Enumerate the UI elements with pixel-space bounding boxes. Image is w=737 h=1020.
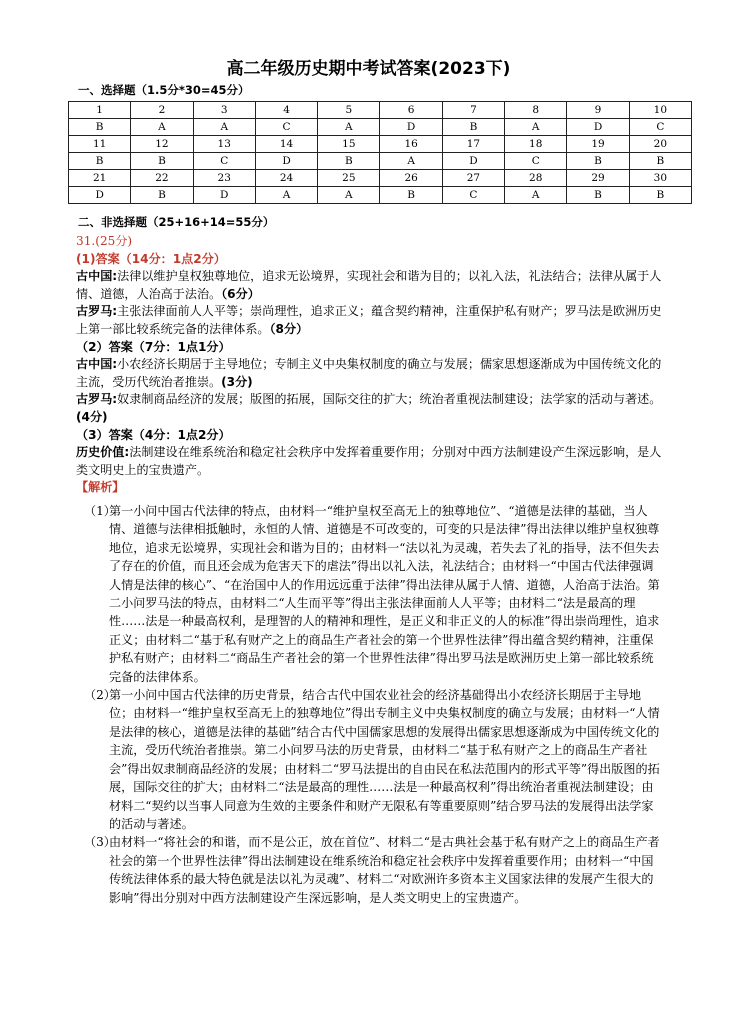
question-number-cell: 30	[629, 170, 691, 187]
analysis-section	[84, 502, 662, 907]
part3-value-answer: 历史价值:法制建设在维系统治和稳定社会秩序中发挥着重要作用；分别对中西方法制建设产生深远影响，是人类文明史上的宝贵遗产。	[76, 445, 662, 477]
question-number-cell: 7	[442, 102, 504, 119]
answer-cell: C	[193, 153, 255, 170]
answer-cell: A	[318, 187, 380, 204]
question-number-row	[69, 136, 692, 153]
answer-cell: B	[629, 187, 691, 204]
answer-cell: B	[442, 119, 504, 136]
question-number-row	[69, 102, 692, 119]
analysis-paragraph: （2） 第一小问中国古代法律的历史背景，结合古代中国农业社会的经济基础得出小农经济长期居于主导地位；由材料一“维护皇权至高无上的独尊地位”得出专制主义中央集权制度的确立与发展；由材料一“人情是法律的核心，道德是法律的基础”结合古代中国儒家思想的发展得出儒家思想逐渐成为中国传统文化的主流，受历代统治者推崇。第二小问罗马法的历史背景，由材料二“基于私有财产之上的商品生产者社会”得出奴隶制商品经济的发展；由材料二“罗马法提出的自由民在私法范围内的形式平等”得出版图的拓展，国际交往的扩大；由材料二“法是最高的理性……法是一种最高权利”得出统治者重视法制建设；由材料二“契约以当事人同意为生效的主要条件和财产无限私有等重要原则”结合罗马法的发展得出法学家的活动与著述。	[84, 688, 660, 831]
answer-cell: D	[193, 187, 255, 204]
answer-row	[69, 153, 692, 170]
part2-rome-answer: 古罗马:奴隶制商品经济的发展；版图的拓展，国际交往的扩大；统治者重视法制建设；法学家的活动与著述。(4分)	[76, 392, 662, 424]
answer-cell: C	[505, 153, 567, 170]
part3-label: （3）答案（4分：1点2分）	[76, 427, 231, 442]
page-title: 高二年级历史期中考试答案(2023下)	[226, 59, 511, 79]
question-number-cell: 9	[567, 102, 629, 119]
answer-cell: D	[442, 153, 504, 170]
answer-cell: A	[318, 119, 380, 136]
question-number-row	[69, 170, 692, 187]
answer-cell: D	[380, 119, 442, 136]
answer-cell: B	[69, 153, 131, 170]
question-number-cell: 5	[318, 102, 380, 119]
question-number-cell: 23	[193, 170, 255, 187]
question-number-cell: 13	[193, 136, 255, 153]
answer-cell: B	[567, 153, 629, 170]
answer-cell: B	[318, 153, 380, 170]
part2-china-answer: 古中国:小农经济长期居于主导地位；专制主义中央集权制度的确立与发展；儒家思想逐渐成为中国传统文化的主流，受历代统治者推崇。(3分)	[76, 357, 662, 389]
answer-cell: D	[69, 187, 131, 204]
question-number-cell: 16	[380, 136, 442, 153]
question-number-cell: 26	[380, 170, 442, 187]
question-number-cell: 29	[567, 170, 629, 187]
question-number-cell: 4	[255, 102, 317, 119]
answer-cell: A	[505, 119, 567, 136]
answer-cell: A	[255, 187, 317, 204]
answer-cell: B	[69, 119, 131, 136]
section2-heading: 二、非选择题（25+16+14=55分）	[78, 215, 275, 229]
answer-cell: B	[629, 153, 691, 170]
answer-key-table	[68, 101, 692, 204]
answer-cell: C	[442, 187, 504, 204]
answer-cell: D	[255, 153, 317, 170]
answer-cell: A	[131, 119, 193, 136]
answer-cell: A	[380, 153, 442, 170]
answer-cell: C	[629, 119, 691, 136]
question-number-cell: 28	[505, 170, 567, 187]
answer-cell: C	[255, 119, 317, 136]
answer-row	[69, 119, 692, 136]
analysis-paragraph: （3） 由材料一“将社会的和谐，而不是公正，放在首位”、材料二“是古典社会基于私有财产之上的商品生产者社会的第一个世界性法律”得出法制建设在维系统治和稳定社会秩序中发挥着重要作用；由材料一“中国传统法律体系的最大特色就是法以礼为灵魂”、材料二“对欧洲许多资本主义国家法律的发展产生很大的影响”得出分别对中西方法制建设产生深远影响，是人类文明史上的宝贵遗产。	[84, 835, 660, 905]
question-number-cell: 2	[131, 102, 193, 119]
question-number-cell: 27	[442, 170, 504, 187]
question-number-cell: 18	[505, 136, 567, 153]
question-number-cell: 14	[255, 136, 317, 153]
question-number-cell: 24	[255, 170, 317, 187]
question-number-cell: 20	[629, 136, 691, 153]
answer-cell: D	[567, 119, 629, 136]
question-number-cell: 21	[69, 170, 131, 187]
analysis-paragraph: （1） 第一小问中国古代法律的特点，由材料一“维护皇权至高无上的独尊地位”、“道德是法律的基础，当人情、道德与法律相抵触时，永恒的人情、道德是不可改变的，可变的只是法律”得出法律以维护皇权独尊地位，追求无讼境界，实现社会和谐为目的；由材料一“法以礼为灵魂，若失去了礼的指导，法不但失去了存在的价值，而且还会成为危害天下的虐法”得出以礼入法，礼法结合；由材料一“中国古代法律强调人情是法律的核心”、“在治国中人的作用远远重于法律”得出法律从属于人情、道德，人治高于法治。第二小问罗马法的特点，由材料二“人生而平等”得出主张法律面前人人平等；由材料二“法是最高的理性……法是一种最高权利，是理智的人的精神和理性，是正义和非正义的人的标准”得出崇尚理性，追求正义；由材料二“基于私有财产之上的商品生产者社会的第一个世界性法律”得出蕴含契约精神，注重保护私有财产；由材料二“商品生产者社会的第一个世界性法律”得出罗马法是欧洲历史上第一部比较系统完备的法律体系。	[84, 504, 660, 684]
question-number-cell: 1	[69, 102, 131, 119]
section1-heading: 一、选择题（1.5分*30=45分）	[78, 83, 250, 97]
question-number-cell: 15	[318, 136, 380, 153]
question-number-cell: 6	[380, 102, 442, 119]
answer-cell: A	[505, 187, 567, 204]
question-number-cell: 19	[567, 136, 629, 153]
answer-cell: B	[131, 187, 193, 204]
answer-row	[69, 187, 692, 204]
question-number-cell: 8	[505, 102, 567, 119]
question-number-cell: 3	[193, 102, 255, 119]
answer-cell: B	[131, 153, 193, 170]
part1-china-answer: 古中国:法律以维护皇权独尊地位，追求无讼境界，实现社会和谐为目的；以礼入法，礼法结合；法律从属于人情、道德，人治高于法治。（6分）	[76, 269, 662, 301]
part2-label: （2）答案（7分：1点1分）	[76, 339, 231, 354]
question-number-cell: 17	[442, 136, 504, 153]
part1-rome-answer: 古罗马:主张法律面前人人平等；崇尚理性，追求正义；蕴含契约精神，注重保护私有财产；罗马法是欧洲历史上第一部比较系统完备的法律体系。（8分）	[76, 304, 662, 336]
question-number-cell: 10	[629, 102, 691, 119]
question-number-cell: 12	[131, 136, 193, 153]
question-number-cell: 22	[131, 170, 193, 187]
answer-cell: B	[380, 187, 442, 204]
question-number-cell: 25	[318, 170, 380, 187]
answer-cell: B	[567, 187, 629, 204]
part1-label: (1)答案（14分：1点2分）	[76, 251, 226, 266]
question-31-answers	[76, 233, 666, 497]
question-31-label: 31.(25分)	[76, 234, 133, 248]
question-number-cell: 11	[69, 136, 131, 153]
analysis-label: 【解析】	[76, 480, 125, 495]
answer-cell: A	[193, 119, 255, 136]
